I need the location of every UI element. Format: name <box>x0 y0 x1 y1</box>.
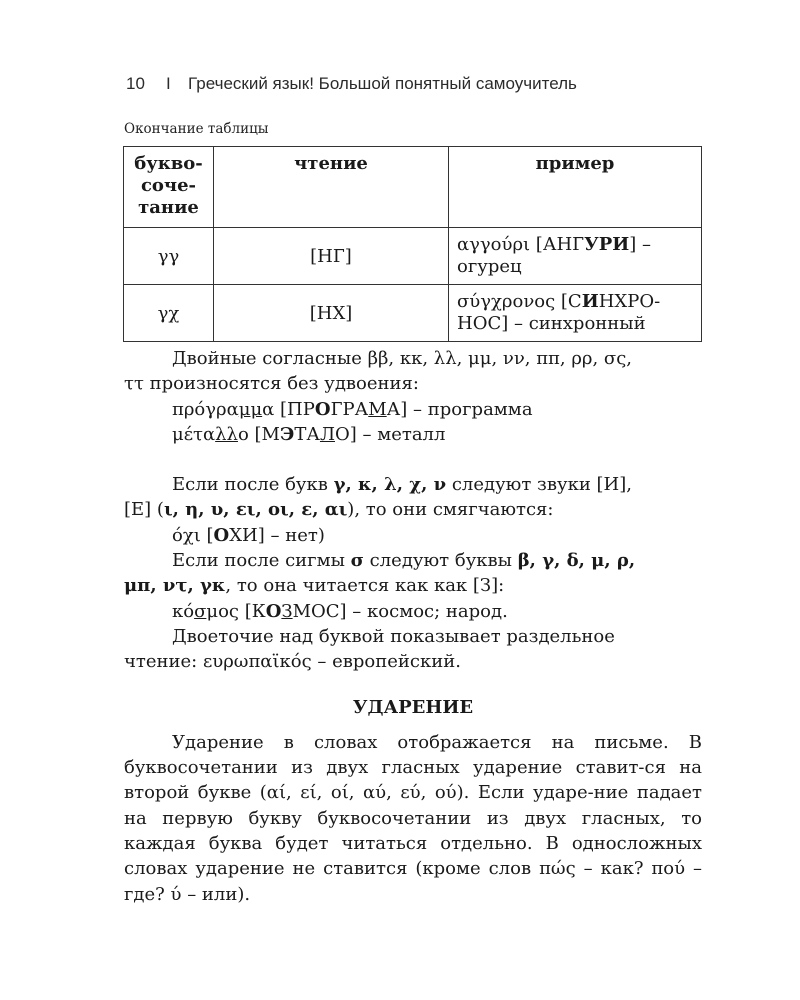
header-separator: I <box>166 74 171 93</box>
text: чтение: ευρωπαϊκός – европейский. <box>124 651 461 673</box>
text: πρόγρα <box>172 398 239 420</box>
bold-letters: ι, η, υ, ει, οι, ε, αι <box>163 499 348 521</box>
text: ТА <box>294 423 320 445</box>
example-text: αγγούρι [АНГ <box>457 234 585 255</box>
text: [Е] ( <box>124 499 164 521</box>
text: ο [М <box>237 423 280 445</box>
text: Если после сигмы <box>172 550 351 572</box>
book-title: Греческий язык! Большой понятный самоучитель <box>188 74 577 93</box>
stressed-letter: Э <box>279 423 295 445</box>
bold-letters: β, γ, δ, μ, ρ, <box>517 550 636 572</box>
table-header-row <box>124 147 702 228</box>
stressed-syllable: И <box>581 291 599 312</box>
text: А] – программа <box>386 398 533 420</box>
combo-cell: γγ <box>124 228 214 285</box>
example-programma <box>124 397 702 422</box>
text: Двоеточие над буквой показывает раздельное <box>172 625 615 647</box>
paragraph-sigma-cont <box>124 573 702 598</box>
underlined-letters: σ <box>194 600 207 622</box>
text: μέτα <box>172 423 216 445</box>
paragraph-softening-cont <box>124 497 702 522</box>
table-row <box>124 285 702 342</box>
example-text: σύγχρονος [С <box>457 291 582 312</box>
stressed-letter: О <box>314 398 331 420</box>
combo-cell: γχ <box>124 285 214 342</box>
paragraph-diaeresis <box>124 624 702 649</box>
column-header-combination: букво- соче- тание <box>124 147 214 228</box>
stressed-letter: О <box>213 524 230 546</box>
reading-cell: [НГ] <box>214 228 449 285</box>
example-ochi <box>124 523 702 548</box>
example-text: ] – огурец <box>457 234 651 277</box>
body-text <box>124 346 702 907</box>
text: следуют звуки [И], <box>446 474 632 496</box>
text: Если после букв <box>172 474 334 496</box>
section-heading: УДАРЕНИЕ <box>352 696 474 718</box>
bold-letters: σ <box>350 550 364 572</box>
text: , то она читается как как [З]: <box>225 575 505 597</box>
column-header-example: пример <box>449 147 702 228</box>
stressed-letter: О <box>265 600 282 622</box>
reading-cell: [НХ] <box>214 285 449 342</box>
text: ττ произносятся без удвоения: <box>124 373 419 395</box>
text: МОС] – космос; народ. <box>292 600 508 622</box>
text: μος [К <box>206 600 266 622</box>
text: следуют буквы <box>363 550 518 572</box>
paragraph-softening <box>124 472 702 497</box>
text: κό <box>172 600 195 622</box>
paragraph-double-consonants-cont <box>124 371 702 396</box>
underlined-letters: λλ <box>215 423 238 445</box>
underlined-letters: З <box>281 600 293 622</box>
column-header-reading: чтение <box>214 147 449 228</box>
bold-letters: γ, κ, λ, χ, ν <box>333 474 447 496</box>
text: О] – металл <box>334 423 446 445</box>
example-text: НХРО- НОС] – синхронный <box>457 291 661 334</box>
example-cell <box>449 285 702 342</box>
paragraph-diaeresis-cont <box>124 649 702 674</box>
letter-combination-table <box>123 146 702 342</box>
table-row <box>124 228 702 285</box>
text: ХИ] – нет) <box>229 524 325 546</box>
paragraph-double-consonants <box>124 346 702 371</box>
paragraph-stress: Ударение в словах отображается на письме. В буквосочетании из двух гласных ударение ставит-ся на второй букве (αί, εί, οί, αύ, εύ, ού). Если ударе-ние падает на первую букву буквосочетании из двух гласных, то каждая буква будет читаться отдельно. В односложных словах ударение не ставится (кроме слов πώς – как? πού – где? ύ – или). <box>124 731 702 905</box>
bold-letters: μπ, ντ, γκ <box>124 575 226 597</box>
text: Двойные согласные ββ, κκ, λλ, μμ, νν, ππ, ρρ, σς, <box>172 348 633 369</box>
text: α [ПР <box>262 398 315 420</box>
text: ), то они смягчаются: <box>347 499 554 521</box>
underlined-letters: μμ <box>238 398 263 420</box>
underlined-letters: М <box>368 398 387 420</box>
table-caption: Окончание таблицы <box>124 121 269 137</box>
paragraph-sigma <box>124 548 702 573</box>
stressed-syllable: УРИ <box>584 234 630 255</box>
example-kosmos <box>124 599 702 624</box>
running-header <box>126 74 577 94</box>
text: όχι [ <box>172 524 214 546</box>
page-number: 10 <box>126 74 145 93</box>
text: ГРА <box>330 398 369 420</box>
example-metall <box>124 422 702 447</box>
example-cell <box>449 228 702 285</box>
underlined-letters: Л <box>319 423 335 445</box>
